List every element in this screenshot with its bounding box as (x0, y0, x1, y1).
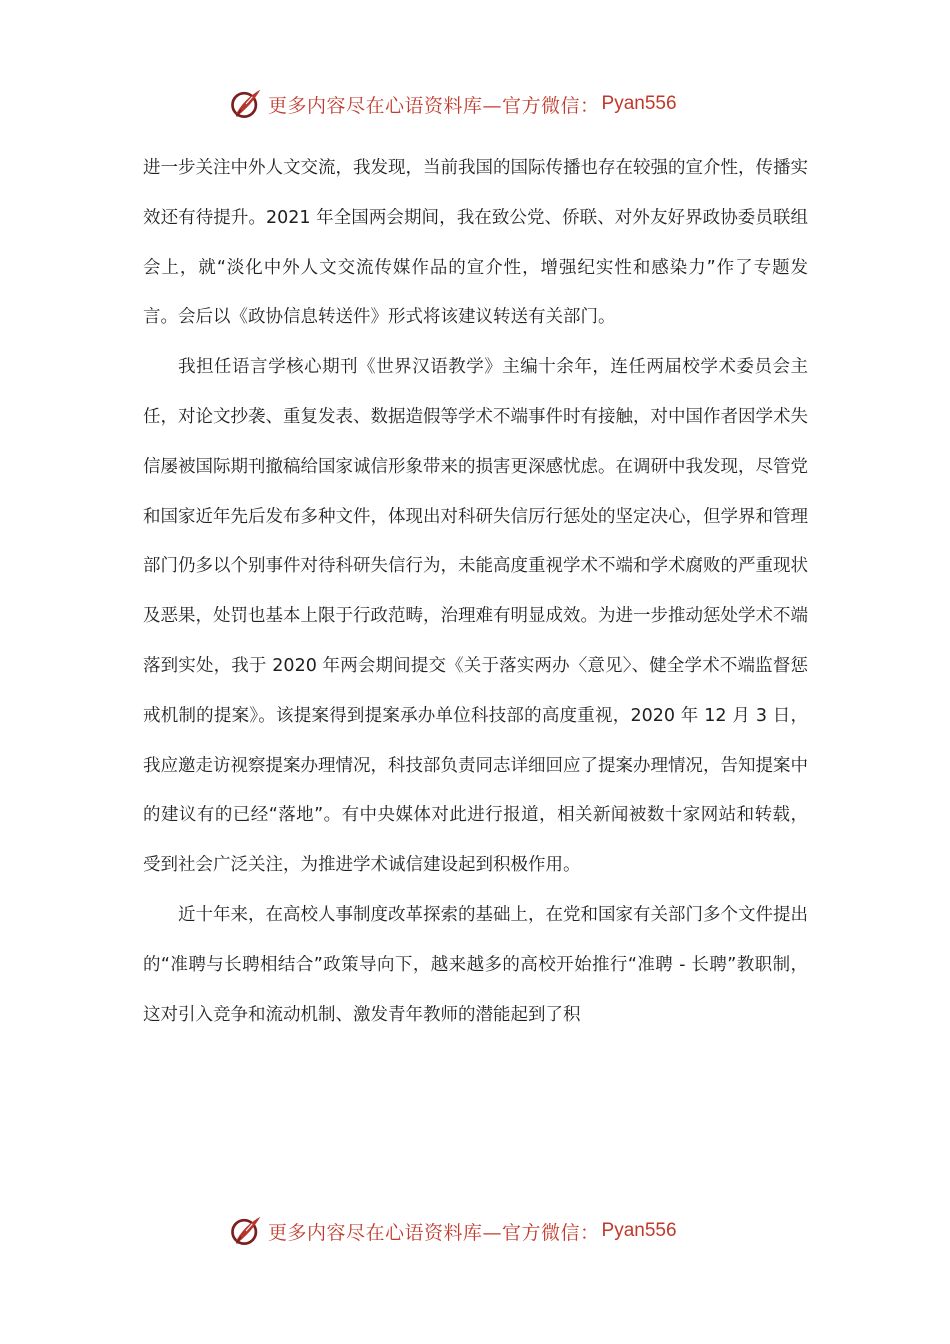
quill-pen-logo-icon (228, 1213, 264, 1249)
watermark-text: 更多内容尽在心语资料库—官方微信： (268, 94, 600, 117)
quill-pen-logo-icon (228, 86, 264, 122)
header-watermark (228, 84, 677, 124)
watermark-text: 更多内容尽在心语资料库—官方微信： (268, 1221, 600, 1244)
paragraph-1: 进一步关注中外人文交流，我发现，当前我国的国际传播也存在较强的宣介性，传播实效还有待提升。2021 年全国两会期间，我在致公党、侨联、对外友好界政协委员联组会上，就“淡化中外人文交流传媒作品的宣介性，增强纪实性和感染力”作了专题发言。会后以《政协信息转送件》形式将该建议转送有关部门。 (143, 158, 808, 328)
paragraph-3: 近十年来，在高校人事制度改革探索的基础上，在党和国家有关部门多个文件提出的“准聘与长聘相结合”政策导向下，越来越多的高校开始推行“准聘 - 长聘”教职制，这对引入竞争和流动机制、激发青年教师的潜能起到了积 (143, 904, 808, 1025)
paragraph-2: 我担任语言学核心期刊《世界汉语教学》主编十余年，连任两届校学术委员会主任，对论文抄袭、重复发表、数据造假等学术不端事件时有接触，对中国作者因学术失信屡被国际期刊撤稿给国家诚信形象带来的损害更深感忧虑。在调研中我发现，尽管党和国家近年先后发布多种文件，体现出对科研失信厉行惩处的坚定决心，但学界和管理部门仍多以个别事件对待科研失信行为，未能高度重视学术不端和学术腐败的严重现状及恶果，处罚也基本上限于行政范畴，治理难有明显成效。为进一步推动惩处学术不端落到实处，我于 2020 年两会期间提交《关于落实两办〈意见〉、健全学术不端监督惩戒机制的提案》。该提案得到提案承办单位科技部的高度重视，2020 年 12 月 3 日，我应邀走访视察提案办理情况，科技部负责同志详细回应了提案办理情况，告知提案中的建议有的已经“落地”。有中央媒体对此进行报道，相关新闻被数十家网站和转载，受到社会广泛关注，为推进学术诚信建设起到积极作用。 (143, 357, 808, 876)
watermark-wechat-id: Pyan556 (601, 1220, 677, 1241)
document-body (143, 144, 808, 1040)
watermark-wechat-id: Pyan556 (601, 93, 677, 114)
footer-watermark (228, 1211, 677, 1251)
